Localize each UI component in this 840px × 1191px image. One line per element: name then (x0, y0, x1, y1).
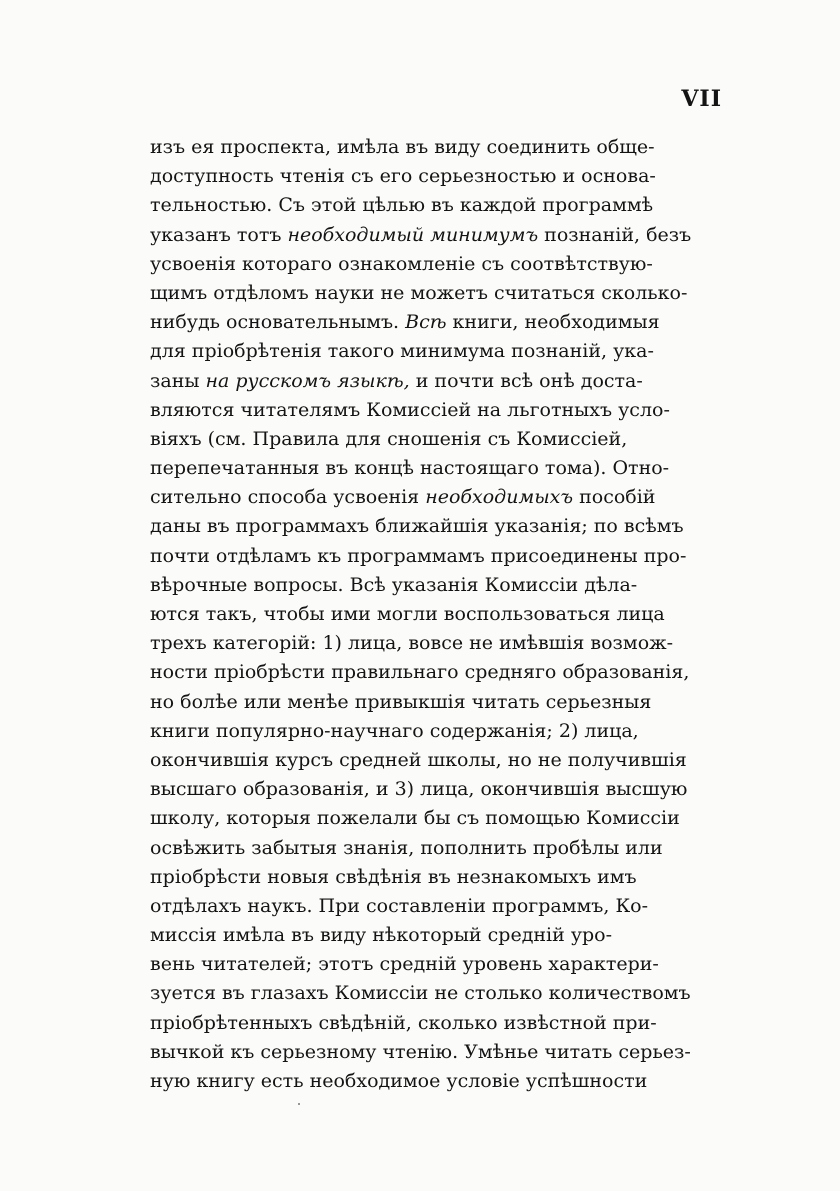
emphasis-text: необходимыхъ (425, 486, 574, 509)
text-run: и почти всѣ онѣ доста- (409, 369, 643, 392)
text-line (150, 454, 722, 483)
text-run: пріобрѣтенныхъ свѣдѣній, сколько извѣстной при- (150, 1011, 657, 1034)
emphasis-text: необходимый минимумъ (287, 223, 539, 246)
page-number: VII (681, 86, 722, 112)
text-line (150, 834, 722, 863)
text-line (150, 250, 722, 279)
body-text (150, 133, 722, 1096)
text-run: для пріобрѣтенія такого минимума познаній, ука- (150, 340, 654, 363)
text-line (150, 658, 722, 687)
text-run: ности пріобрѣсти правильнаго средняго образованія, (150, 661, 690, 684)
text-run: освѣжить забытыя знанія, пополнить пробѣлы или (150, 836, 663, 859)
text-run: вѣрочные вопросы. Всѣ указанія Комиссіи дѣла- (150, 573, 638, 596)
text-run: но болѣе или менѣе привыкшія читать серьезныя (150, 690, 652, 713)
text-line (150, 950, 722, 979)
text-run: пріобрѣсти новыя свѣдѣнія въ незнакомыхъ имъ (150, 865, 637, 888)
text-run: сительно способа усвоенія (150, 486, 426, 509)
text-run: заны (150, 369, 206, 392)
text-line (150, 921, 722, 950)
text-line (150, 979, 722, 1008)
text-run: усвоенія котораго ознакомленіе съ соотвѣтствую- (150, 252, 653, 275)
text-run: ную книгу есть необходимое условіе успѣшности (150, 1070, 648, 1092)
text-run: отдѣлахъ наукъ. При составленіи программъ, Ко- (150, 894, 649, 917)
text-line (150, 571, 722, 600)
text-line (150, 396, 722, 425)
text-line (150, 746, 722, 775)
text-line (150, 863, 722, 892)
text-line (150, 775, 722, 804)
text-run: доступность чтенія съ его серьезностью и основа- (150, 165, 656, 188)
text-line (150, 717, 722, 746)
text-run: познаній, безъ (538, 223, 692, 246)
text-run: ются такъ, чтобы ими могли воспользоваться лица (150, 603, 665, 625)
text-run: высшаго образованія, и 3) лица, окончившія высшую (150, 778, 688, 801)
emphasis-text: Всѣ (405, 311, 447, 334)
text-run: изъ ея проспекта, имѣла въ виду соединить обще- (150, 136, 655, 158)
text-run: нибудь основательнымъ. (150, 311, 406, 334)
text-run: зуется въ глазахъ Комиссіи не столько количествомъ (150, 982, 691, 1005)
text-line (150, 337, 722, 366)
text-run: вляются читателямъ Комиссіей на льготныхъ усло- (150, 398, 670, 421)
text-run: тельностью. Съ этой цѣлью въ каждой программѣ (150, 194, 654, 217)
text-line (150, 191, 722, 220)
text-line (150, 483, 722, 512)
text-line (150, 804, 722, 833)
text-run: перепечатанныя въ концѣ настоящаго тома). Отно- (150, 457, 670, 480)
text-line (150, 133, 722, 162)
text-line (150, 425, 722, 454)
text-run: миссія имѣла въ виду нѣкоторый средній уро- (150, 924, 613, 947)
text-line (150, 1038, 722, 1067)
text-run: щимъ отдѣломъ науки не можетъ считаться сколько- (150, 281, 688, 304)
text-run: даны въ программахъ ближайшія указанія; по всѣмъ (150, 515, 684, 538)
text-run: пособій (573, 486, 656, 509)
text-run: вень читателей; этотъ средній уровень характери- (150, 953, 659, 976)
text-run: книги, необходимыя (446, 311, 660, 334)
text-line (150, 279, 722, 308)
text-line (150, 542, 722, 571)
text-line (150, 162, 722, 191)
text-run: трехъ категорій: 1) лица, вовсе не имѣвшія возмож- (150, 632, 674, 655)
text-line (150, 688, 722, 717)
text-run: окончившія курсъ средней школы, но не получившія (150, 748, 687, 771)
text-line (150, 892, 722, 921)
text-line (150, 221, 722, 250)
text-run: указанъ тотъ (150, 223, 288, 246)
text-line (150, 1009, 722, 1038)
text-run: книги популярно-научнаго содержанія; 2) лица, (150, 719, 639, 742)
text-line (150, 629, 722, 658)
text-run: почти отдѣламъ къ программамъ присоединены про- (150, 544, 687, 567)
text-run: школу, которыя пожелали бы съ помощью Комиссіи (150, 807, 680, 830)
text-line (150, 512, 722, 541)
text-line (150, 308, 722, 337)
text-line (150, 600, 722, 629)
print-speck (298, 1103, 300, 1105)
text-line (150, 1067, 722, 1096)
text-run: віяхъ (см. Правила для сношенія съ Комиссіей, (150, 427, 628, 450)
text-line (150, 367, 722, 396)
emphasis-text: на русскомъ языкѣ, (205, 369, 410, 392)
text-run: вычкой къ серьезному чтенію. Умѣнье читать серьез- (150, 1040, 691, 1063)
